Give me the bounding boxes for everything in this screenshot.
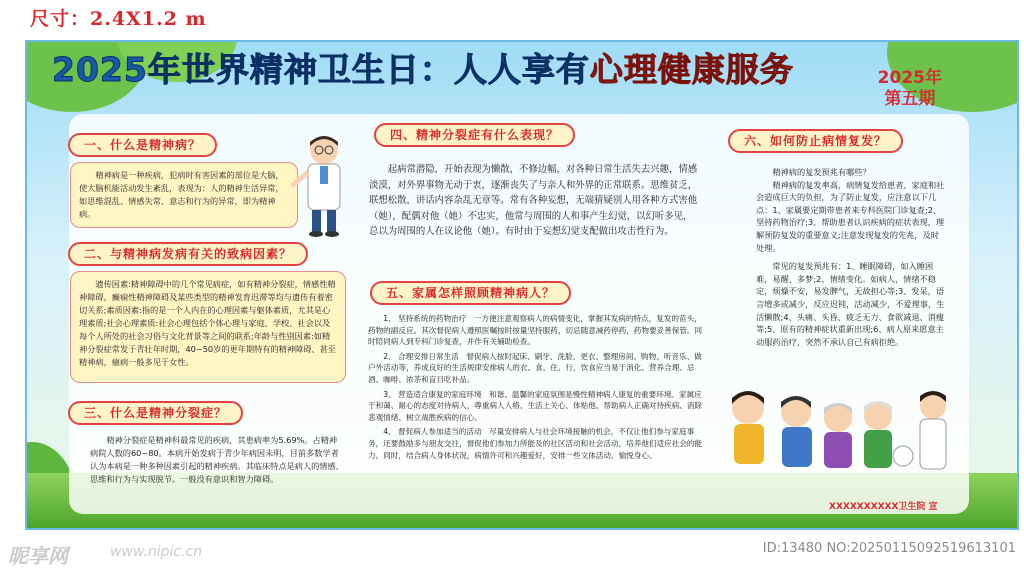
badge-year: 2025年 xyxy=(877,68,942,88)
section-1-text: 精神病是一种疾病，犯病时有害因素的部位是大脑，使大脑机能活动发生紊乱，表现为：人的精神生活异常，如思维混乱、情感失常、意志和行为的异常，即为精神病。 xyxy=(79,170,284,219)
section-5-item: 1、 坚持系统的药物治疗 一方便注意观察病人的病情变化，掌握其发病的特点，复发的苗头，药物的副反应。其次督促病人遵照医嘱按时按量坚持服药，切忌随意减药停药，药物要妥善保管。同时陪同病人到专科门诊复查，并作有关辅助检查。 xyxy=(368,314,703,347)
watermark-url: www.nipic.cn xyxy=(110,544,203,560)
section-6-title: 六、如何防止病情复发？ xyxy=(728,129,903,153)
issue-badge xyxy=(878,68,942,110)
section-5-item: 2、 合理安排日常生活 督促病人按时起床、刷牙、洗脸、更衣、整理房间、购物、听音乐、做户外活动等，养成良好的生活规律安排病人的衣、食、住、行，饮食应当易于消化、营养合理、忌酒、咖啡、浓茶和盲目吃补品。 xyxy=(368,351,702,384)
doctor-illustration xyxy=(288,130,358,240)
hospital-note: XXXXXXXXXX卫生院 宣 xyxy=(829,502,938,512)
section-4-text: 起病常潜隐，开始表现为懒散，不修边幅，对各种日常生活失去兴趣，情感淡漠，对外界事物无动于衷，逐渐丧失了与亲人和外界的正常联系。思维贫乏，联想松散，讲话内容杂乱无章等。常有各种妄想，无端猜疑别人用各种方式害他（她），配偶对他（她）不忠实，他常与周围的人和事产生幻觉，以幻听多见，总以为周围的人在议论他（她）。有时由于妄想幻觉支配做出攻击性行为。 xyxy=(369,164,698,238)
section-6-signs: 常见的复发预兆有：1、睡眠障碍，如入睡困难，易醒、多梦;2、情绪变化。如病人，情绪不稳定，烦燥不安，易发脾气，无故担心等;3、发呆，语言增多或减少，反应迟钝，活动减少，不爱理事，生活懒散;4、头痛、头昏、疲乏无力、食欲减退、消瘦等;5、原有的精神症状重新出现;6、病人原来愿意主动服药治疗，突然不承认自己有病拒绝。 xyxy=(756,261,945,347)
title-part-2: 心理 xyxy=(589,50,658,89)
section-4-title: 四、精神分裂症有什么表现？ xyxy=(374,123,575,147)
watermark-id: ID:13480 NO:20250115092519613101 xyxy=(762,541,1016,556)
section-6-text: 精神病的复发率高，病情复发给患者、家庭和社会造成巨大的负担，为了防止复发，应注意以下几点：1、家属要定期带患者来专科医院门诊复查;2、坚持药物治疗;3、帮助患者认识疾病的症状表现，理解预防复发的重要意义;注意发现复发的先兆，及时处理。 xyxy=(756,179,945,253)
family-illustration xyxy=(718,378,956,486)
section-4-box xyxy=(365,160,703,260)
section-5-box xyxy=(364,311,710,496)
section-2-box xyxy=(70,271,346,383)
section-2-text: 遗传因素:精神障碍中的几个常见病症，如有精神分裂症，情感性精神障碍，癫痫性精神障碍及某些类型的精神发育迟滞等均与遗传有着密切关系;素质因素:指的是一个人内在的心理因素与躯体素质，尤其是心理素质;社会心理素质:社会心理包括个体心理与家庭、学校、社会以及每个人所处的社会习俗与文化背景等之间的联系;年龄与性别因素:如精神分裂症常发于青壮年时期，40~50岁的更年期特有的精神障碍、甚至精神病，癔病一般多见于女性。 xyxy=(79,279,336,367)
poster-title xyxy=(52,44,794,91)
watermark-logo: 昵享网 xyxy=(8,544,68,568)
section-2-title: 二、与精神病发病有关的致病因素？ xyxy=(68,242,308,266)
badge-issue: 第五期 xyxy=(884,89,936,109)
section-1-title: 一、什么是精神病？ xyxy=(68,133,217,157)
section-3-box xyxy=(86,432,348,502)
section-3-title: 三、什么是精神分裂症？ xyxy=(68,401,243,425)
section-6-box xyxy=(752,164,950,376)
section-1-box xyxy=(70,162,298,228)
size-label: 尺寸：2.4X1.2 m xyxy=(30,8,207,30)
title-part-1: 2025年世界精神卫生日：人人享有 xyxy=(52,50,590,89)
section-3-text: 精神分裂症是精神科最常见的疾病，其患病率为5.69%。占精神病院人数的60~80。本病开始发病于青少年病因未明，目前多数学者认为本病是一种多种因素引起的精神疾病。其临床特点是病人的情感、思维和行为与实现脱节。一般没有意识和智力障碍。 xyxy=(90,435,344,484)
section-5-item: 3、 营造适合康复的家庭环境 和谐、温馨的家庭氛围是慢性精神病人康复的重要环境。家属应于和蔼、耐心的态度对待病人，尊重病人人格、生活上关心、体贴他、帮助病人正确对待疾病、消除悲观情绪、树立战胜疾病的信心。 xyxy=(368,389,703,422)
section-5-title: 五、家属怎样照顾精神病人？ xyxy=(370,281,571,305)
title-part-3: 健康服务 xyxy=(657,50,794,89)
section-6-question: 精神病的复发预兆有哪些？ xyxy=(772,167,871,177)
section-5-item: 4、 督促病人参加适当的活动 尽量安排病人与社会环境接触的机会，不仅让他们参与家庭事务，还要鼓励多与朋友交往，督促他们参加力所能及的社区活动和社会活动，培养他们适应社会的能力。同时，结合病人身体状况，病情许可和兴趣爱好，安排一些文体活动、愉悦身心。 xyxy=(368,427,703,460)
